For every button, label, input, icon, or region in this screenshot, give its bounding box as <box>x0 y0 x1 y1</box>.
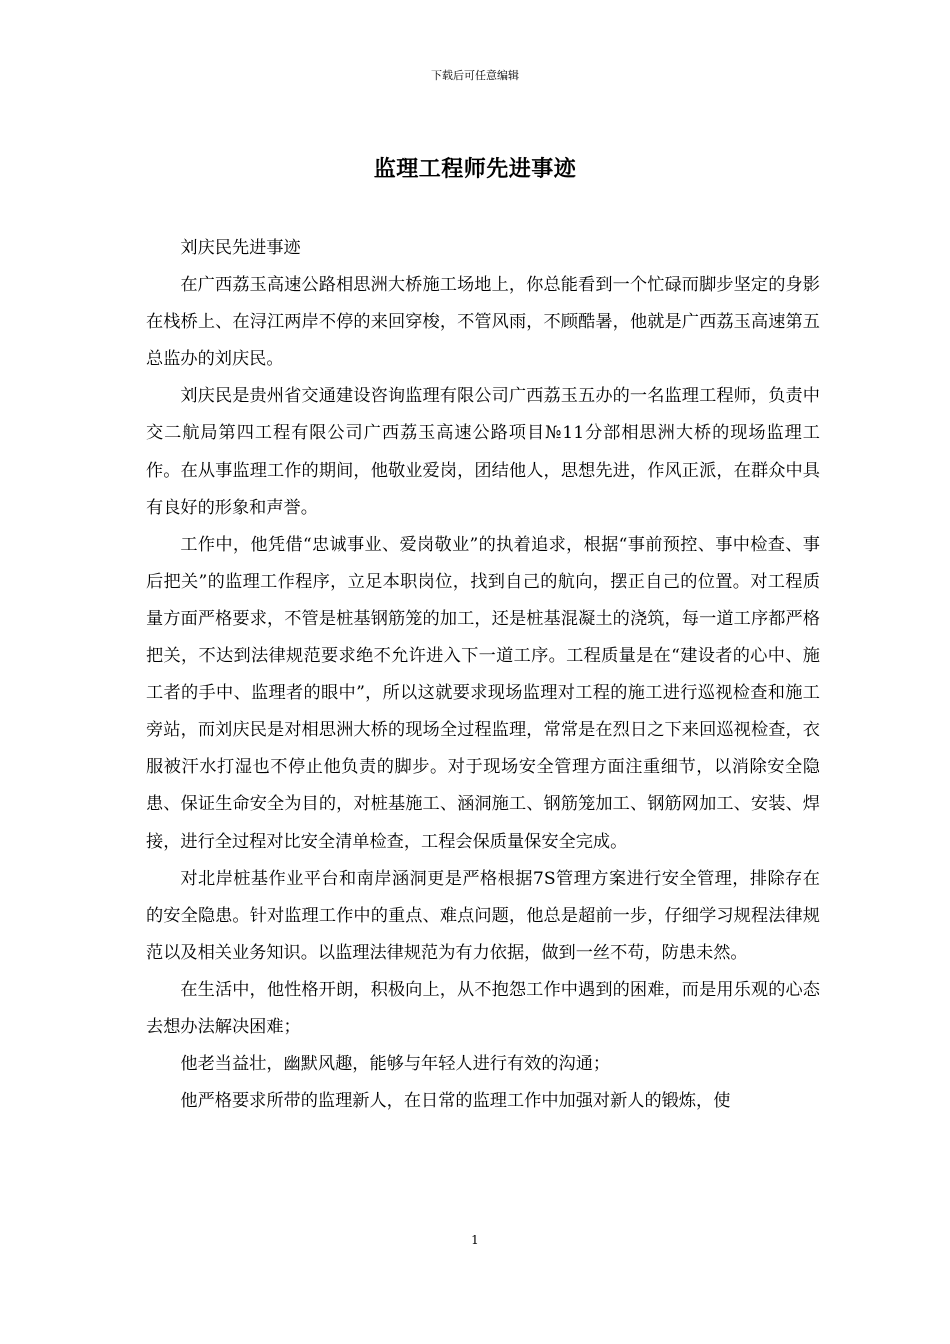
paragraph: 对北岸桩基作业平台和南岸涵洞更是严格根据7S管理方案进行安全管理，排除存在的安全隐患。针对监理工作中的重点、难点问题，他总是超前一步，仔细学习规程法律规范以及相关业务知识。以监理法律规范为有力依据，做到一丝不苟，防患未然。 <box>146 868 820 963</box>
page-number: 1 <box>471 1233 479 1247</box>
paragraph: 工作中，他凭借“忠诚事业、爱岗敬业”的执着追求，根据“事前预控、事中检查、事后把关”的监理工作程序，立足本职岗位，找到自己的航向，摆正自己的位置。对工程质量方面严格要求，不管是桩基钢筋笼的加工，还是桩基混凝土的浇筑，每一道工序都严格把关，不达到法律规范要求绝不允许进入下一道工序。工程质量是在“建设者的心中、施工者的手中、监理者的眼中”，所以这就要求现场监理对工程的施工进行巡视检查和施工旁站，而刘庆民是对相思洲大桥的现场全过程监理，常常是在烈日之下来回巡视检查，衣服被汗水打湿也不停止他负责的脚步。对于现场安全管理方面注重细节，以消除安全隐患、保证生命安全为目的，对桩基施工、涵洞施工、钢筋笼加工、钢筋网加工、安装、焊接，进行全过程对比安全清单检查，工程会保质量保安全完成。 <box>146 534 820 852</box>
paragraph: 在广西荔玉高速公路相思洲大桥施工场地上，你总能看到一个忙碌而脚步坚定的身影在栈桥上、在浔江两岸不停的来回穿梭，不管风雨，不顾酷暑，他就是广西荔玉高速第五总监办的刘庆民。 <box>146 275 820 370</box>
document-body <box>146 230 820 1120</box>
paragraph: 在生活中，他性格开朗，积极向上，从不抱怨工作中遇到的困难，而是用乐观的心态去想办法解决困难； <box>146 979 820 1037</box>
paragraph: 刘庆民是贵州省交通建设咨询监理有限公司广西荔玉五办的一名监理工程师，负责中交二航局第四工程有限公司广西荔玉高速公路项目№11分部相思洲大桥的现场监理工作。在从事监理工作的期间，他敬业爱岗，团结他人，思想先进，作风正派，在群众中具有良好的形象和声誉。 <box>146 386 820 518</box>
paragraph: 他严格要求所带的监理新人，在日常的监理工作中加强对新人的锻炼，使 <box>180 1091 731 1112</box>
document-title: 监理工程师先进事迹 <box>373 157 577 182</box>
section-subtitle: 刘庆民先进事迹 <box>180 238 301 258</box>
page-header: 下载后可任意编辑 <box>431 69 519 82</box>
paragraph: 他老当益壮，幽默风趣，能够与年轻人进行有效的沟通； <box>180 1054 611 1075</box>
